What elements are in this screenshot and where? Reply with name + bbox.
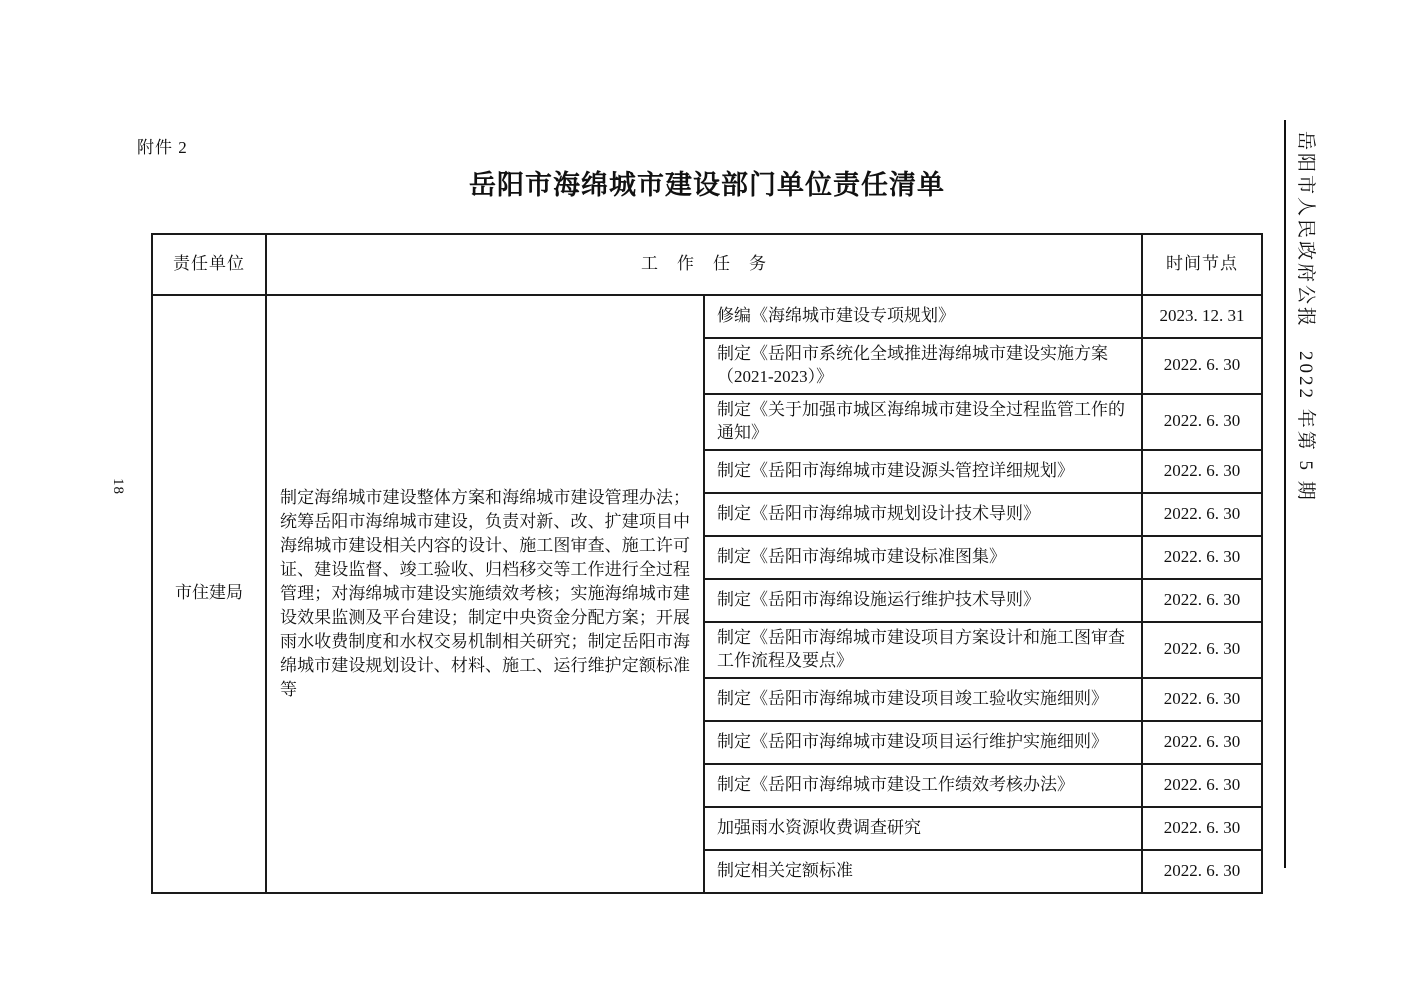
task-cell: 加强雨水资源收费调查研究 <box>704 807 1142 850</box>
task-cell: 修编《海绵城市建设专项规划》 <box>704 295 1142 338</box>
date-cell: 2022. 6. 30 <box>1142 850 1262 893</box>
date-cell: 2022. 6. 30 <box>1142 721 1262 764</box>
date-cell: 2022. 6. 30 <box>1142 536 1262 579</box>
task-cell: 制定《岳阳市海绵城市建设项目竣工验收实施细则》 <box>704 678 1142 721</box>
gazette-side-caption: 岳阳市人民政府公报 2022 年第 5 期 <box>1295 131 1316 503</box>
task-cell: 制定《岳阳市海绵城市建设标准图集》 <box>704 536 1142 579</box>
duty-description-cell <box>266 295 704 893</box>
attachment-label: 附件 2 <box>137 138 188 157</box>
date-cell: 2022. 6. 30 <box>1142 450 1262 493</box>
header-task-cell: 工 作 任 务 <box>266 234 1142 295</box>
date-cell: 2022. 6. 30 <box>1142 394 1262 450</box>
duty-description-text: 制定海绵城市建设整体方案和海绵城市建设管理办法；统筹岳阳市海绵城市建设，负责对新、改、扩建项目中海绵城市建设相关内容的设计、施工图审查、施工许可证、建设监督、竣工验收、归档移交等工作进行全过程管理；对海绵城市建设实施绩效考核；实施海绵城市建设效果监测及平台建设；制定中央资金分配方案；开展雨水收费制度和水权交易机制相关研究；制定岳阳市海绵城市建设规划设计、材料、施工、运行维护定额标准等 <box>280 487 690 699</box>
responsibility-table <box>151 233 1263 894</box>
date-cell: 2022. 6. 30 <box>1142 579 1262 622</box>
unit-cell: 市住建局 <box>152 295 266 893</box>
task-cell: 制定《岳阳市系统化全域推进海绵城市建设实施方案（2021-2023）》 <box>704 338 1142 394</box>
date-cell: 2022. 6. 30 <box>1142 807 1262 850</box>
side-rule-divider <box>1284 120 1286 868</box>
task-cell: 制定《岳阳市海绵城市规划设计技术导则》 <box>704 493 1142 536</box>
task-cell: 制定《岳阳市海绵城市建设工作绩效考核办法》 <box>704 764 1142 807</box>
task-cell: 制定《岳阳市海绵城市建设源头管控详细规划》 <box>704 450 1142 493</box>
table-row <box>152 295 1262 338</box>
task-cell: 制定《岳阳市海绵城市建设项目运行维护实施细则》 <box>704 721 1142 764</box>
header-time-cell: 时间节点 <box>1142 234 1262 295</box>
page-title: 岳阳市海绵城市建设部门单位责任清单 <box>469 170 945 200</box>
task-cell: 制定《岳阳市海绵城市建设项目方案设计和施工图审查工作流程及要点》 <box>704 622 1142 678</box>
task-cell: 制定《岳阳市海绵设施运行维护技术导则》 <box>704 579 1142 622</box>
table-header-row <box>152 234 1262 295</box>
date-cell: 2022. 6. 30 <box>1142 493 1262 536</box>
date-cell: 2022. 6. 30 <box>1142 678 1262 721</box>
date-cell: 2023. 12. 31 <box>1142 295 1262 338</box>
task-cell: 制定相关定额标准 <box>704 850 1142 893</box>
date-cell: 2022. 6. 30 <box>1142 338 1262 394</box>
date-cell: 2022. 6. 30 <box>1142 622 1262 678</box>
page-number: 18 <box>110 478 126 495</box>
task-cell: 制定《关于加强市城区海绵城市建设全过程监管工作的通知》 <box>704 394 1142 450</box>
header-unit-cell: 责任单位 <box>152 234 266 295</box>
date-cell: 2022. 6. 30 <box>1142 764 1262 807</box>
